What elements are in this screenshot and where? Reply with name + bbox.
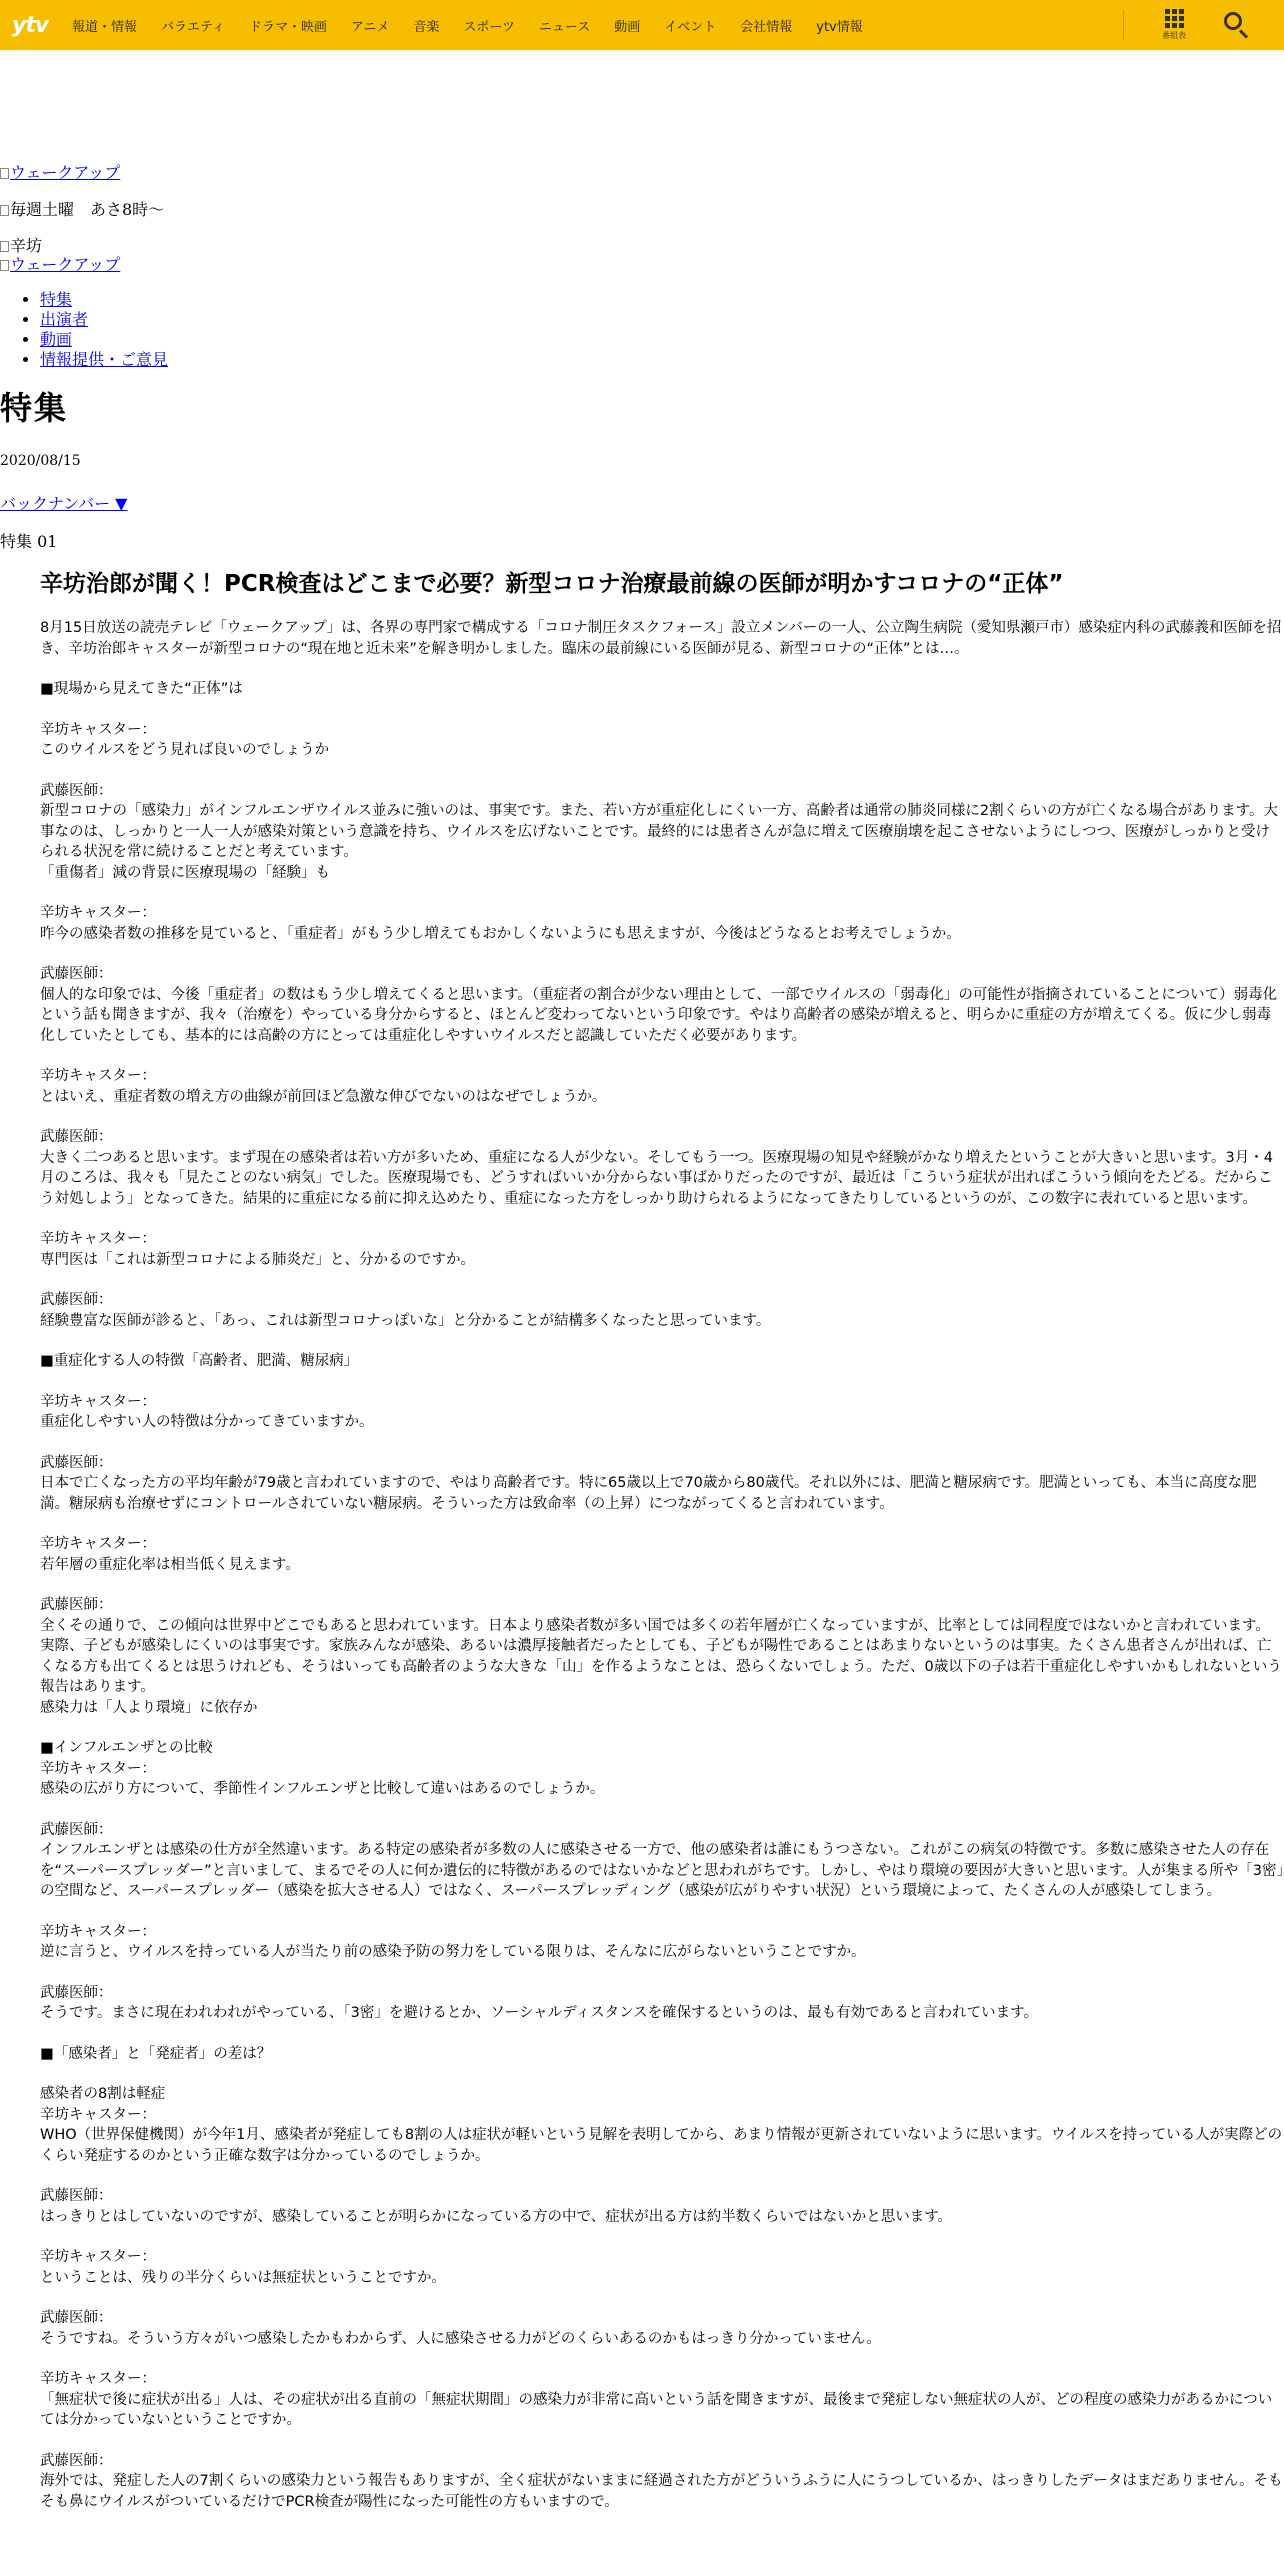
- article-paragraph: 辛坊キャスター： 若年層の重症化率は相当低く見えます。: [40, 1536, 300, 1573]
- menu-link-video[interactable]: 動画: [40, 330, 73, 349]
- article-paragraph: ■重症化する人の特徴「高齢者、肥満、糖尿病」: [40, 1353, 359, 1369]
- nav-ytv-info[interactable]: ytv情報: [816, 19, 863, 35]
- page-title: 特集: [0, 389, 69, 427]
- article-paragraph: 武藤医師： 新型コロナの「感染力」がインフルエンザウイルス並みに強いのは、事実です。また、若い方が重症化しにくい一方、高齢者は通常の肺炎同様に2割くらいの方が亡くなる場合があります。大事なのは、しっかりと一人一人が感染対策という意識を持ち、ウイルスを広げないことです。最終的には患者さんが急に増えて医療崩壊を起こさせないようにしつつ、医療がしっかりと受けられる状況を常に続けることだと考えています。 「重傷者」減の背景に医療現場の「経験」も: [40, 782, 1278, 881]
- broken-image-icon: [0, 168, 9, 179]
- program-menu: [0, 290, 1284, 370]
- schedule-alt: 毎週土曜 あさ8時〜: [10, 200, 165, 219]
- article-paragraph: 辛坊キャスター： とはいえ、重症者数の増え方の曲線が前回ほど急激な伸びでないのはなぜでしょうか。: [40, 1068, 607, 1105]
- nav-sports[interactable]: スポーツ: [463, 19, 515, 35]
- article-paragraph: 辛坊キャスター： 昨今の感染者数の推移を見ていると、「重症者」がもう少し増えてもおかしくないようにも思えますが、今後はどうなるとお考えでしょうか。: [40, 905, 961, 942]
- article-paragraph: 辛坊キャスター： 専門医は「これは新型コロナによる肺炎だ」と、分かるのですか。: [40, 1231, 475, 1268]
- article-paragraph: 辛坊キャスター： ということは、残りの半分くらいは無症状ということですか。: [40, 2249, 446, 2286]
- menu-link-cast[interactable]: 出演者: [40, 310, 89, 329]
- menu-link-feedback[interactable]: 情報提供・ご意見: [40, 350, 169, 369]
- program-guide-label: 番組表: [1162, 31, 1186, 40]
- menu-item-feature: [40, 290, 1284, 310]
- nav-music[interactable]: 音楽: [413, 19, 440, 35]
- program-logo-alt: ウェークアップ: [10, 255, 121, 274]
- header-divider: [1123, 10, 1124, 40]
- header-tools: [1123, 0, 1284, 50]
- menu-item-feedback: [40, 350, 1284, 370]
- menu-item-video: [40, 330, 1284, 350]
- article-paragraph: 辛坊キャスター： 「無症状で後に症状が出る」人は、その症状が出る直前の「無症状期間」の感染力が非常に高いという話を聞きますが、最後まで発症しない無症状の人が、どの程度の感染力があるかについては分かっていないということですか。: [40, 2371, 1273, 2428]
- article-paragraph: 武藤医師： 経験豊富な医師が診ると、「あっ、これは新型コロナっぽいな」と分かることが結構多くなったと思っています。: [40, 1292, 771, 1329]
- article-paragraph: 武藤医師： 日本で亡くなった方の平均年齢が79歳と言われていますので、やはり高齢者です。特に65歳以上で70歳から80歳代。それ以外には、肥満と糖尿病です。肥満といっても、本当に高度な肥満。糖尿病も治療せずにコントロールされていない糖尿病。そういった方は致命率（の上昇）につながってくると言われています。: [40, 1454, 1257, 1512]
- nav-event[interactable]: イベント: [664, 19, 717, 35]
- back-number-link[interactable]: バックナンバー ▼: [0, 494, 128, 513]
- broken-image-icon: [0, 205, 9, 216]
- article-paragraph: ■「感染者」と「発症者」の差は？: [40, 2045, 272, 2062]
- host-alt: 辛坊: [10, 236, 43, 255]
- article-paragraph: 武藤医師： 大きく二つあると思います。まず現在の感染者は若い方が多いため、重症になる人が少ない。そしてもう一つ。医療現場の知見や経験がかなり増えたということが大きいと思います。3月・4月のころは、我々も「見たことのない病気」でした。医療現場でも、どうすればいいか分からない事ばかりだったのですが、最近は「こういう症状が出ればこういう傾向をたどる。だからこう対処しよう」となってきた。結果的に重症になる前に抑え込めたり、重症になった方をしっかり助けられるようになってきたりしているというのが、この数字に表れていると思います。: [40, 1129, 1273, 1207]
- article-paragraph: ■現場から見えてきた“正体”は: [40, 681, 243, 697]
- article-paragraph: ■インフルエンザとの比較 辛坊キャスター： 感染の広がり方について、季節性インフルエンザと比較して違いはあるのでしょうか。: [40, 1740, 605, 1797]
- search-icon[interactable]: [1222, 10, 1252, 40]
- global-nav: [72, 16, 887, 35]
- back-number: [0, 494, 1284, 514]
- article-paragraph: 感染者の8割は軽症 辛坊キャスター： WHO（世界保健機関）が今年1月、感染者が発症しても8割の人は症状が軽いという見解を表明してから、あまり情報が更新されていないように思います。ウイルスを持っている人が実際どのくらい発症するのかという正確な数字は分かっているのでしょうか。: [40, 2086, 1283, 2164]
- nav-news-info[interactable]: 報道・情報: [72, 19, 138, 35]
- article-paragraph: 8月15日放送の読売テレビ「ウェークアップ」は、各界の専門家で構成する「コロナ制圧タスクフォース」設立メンバーの一人、公立陶生病院（愛知県瀬戸市）感染症内科の武藤義和医師を招き、辛坊治郎キャスターが新型コロナの“現在地と近未来”を解き明かしました。臨床の最前線にいる医師が見る、新型コロナの“正体”とは…。: [40, 620, 1282, 657]
- program-guide-button[interactable]: [1154, 9, 1194, 41]
- article-paragraph: 辛坊キャスター： このウイルスをどう見れば良いのでしょうか: [40, 721, 330, 758]
- feature-number: 特集 01: [0, 532, 58, 551]
- nav-drama-movie[interactable]: ドラマ・映画: [248, 19, 327, 35]
- article-paragraph: 武藤医師： インフルエンザとは感染の仕方が全然違います。ある特定の感染者が多数の人に感染させる一方で、他の感染者は誰にもうつさない。これがこの病気の特徴です。多数に感染させた人の存在を“スーパースプレッダー”と言いまして、まるでその人に何か遺伝的に特徴があるのではないかなどと思われがちです。しかし、やはり環境の要因が大きいと思います。人が集まる所や「3密」の空間など、スーパースプレッダー（感染を拡大させる人）ではなく、スーパースプレッディング（感染が広がりやすい状況）という環境によって、たくさんの人が感染してしまう。: [40, 1821, 1284, 1899]
- host-image: [0, 236, 1284, 256]
- broken-image-icon: [0, 260, 9, 271]
- broken-image-icon: [0, 241, 9, 252]
- global-header: [0, 0, 1284, 50]
- program-logo-link[interactable]: [0, 255, 120, 274]
- article-body: [40, 618, 1284, 2512]
- ytv-logo[interactable]: ytv: [12, 12, 49, 38]
- grid-icon: [1154, 9, 1194, 28]
- nav-video[interactable]: 動画: [614, 19, 641, 35]
- main-content: [0, 163, 1284, 2512]
- article-paragraph: 武藤医師： 個人的な印象では、今後「重症者」の数はもう少し増えてくると思います。（重症者の割合が少ない理由として、一部でウイルスの「弱毒化」の可能性が指摘されていることについて）弱毒化という話も聞きますが、我々（治療を）やっている身分からすると、ほとんど変わってないという印象です。やはり高齢者の感染が増えると、明らかに重症の方が増えてくる。仮に少し弱毒化していたとしても、基本的には高齢の方にとっては重症化しやすいウイルスだと認識していただく必要があります。: [40, 966, 1278, 1044]
- program-logo: [0, 256, 1284, 274]
- article-paragraph: 武藤医師： そうです。まさに現在われわれがやっている、「3密」を避けるとか、ソーシャルディスタンスを確保するというのは、最も有効であると言われています。: [40, 1984, 1038, 2021]
- article-paragraph: 武藤医師： 全くその通りで、この傾向は世界中どこでもあると思われています。日本より感染者数が多い国では多くの若年層が亡くなっていますが、比率としては同程度ではないかと言われています。実際、子どもが感染しにくいのは事実です。家族みんなが感染、あるいは濃厚接触者だったとしても、子どもが陽性であることはあまりないというのは事実。たくさん患者さんが出れば、亡くなる方も出てくるとは思うけれども、そうはいっても高齢者のような大きな「山」を作るようなことは、恐らくないでしょう。ただ、0歳以下の子は若干重症化しやすいかもしれないという報告はあります。 感染力は「人より環境」に依存か: [40, 1597, 1282, 1716]
- program-banner-link[interactable]: [0, 163, 120, 182]
- article-paragraph: 辛坊キャスター： 逆に言うと、ウイルスを持っている人が当たり前の感染予防の努力をしている限りは、そんなに広がらないということですか。: [40, 1923, 866, 1960]
- menu-link-feature[interactable]: 特集: [40, 290, 73, 309]
- nav-news[interactable]: ニュース: [538, 19, 591, 35]
- publish-date: 2020/08/15: [0, 453, 81, 469]
- broadcast-schedule: [0, 200, 1284, 220]
- article: [40, 568, 1284, 2512]
- nav-company[interactable]: 会社情報: [740, 19, 793, 35]
- article-paragraph: 武藤医師： 海外では、発症した人の7割くらいの感染力という報告もありますが、全く症状がないままに経過された方がどういうふうに人にうつしているか、はっきりしたデータはまだありません。そもそも鼻にウイルスがついているだけでPCR検査が陽性になった可能性の方もいますので。: [40, 2452, 1283, 2510]
- article-paragraph: 武藤医師： そうですね。そういう方々がいつ感染したかもわからず、人に感染させる力がどのくらいあるのかもはっきり分かっていません。: [40, 2310, 881, 2347]
- program-banner-alt: ウェークアップ: [10, 163, 121, 182]
- nav-variety[interactable]: バラエティ: [161, 19, 225, 35]
- nav-anime[interactable]: アニメ: [351, 19, 390, 35]
- article-title: 辛坊治郎が聞く！PCR検査はどこまで必要？新型コロナ治療最前線の医師が明かすコロナの“正体”: [40, 571, 1064, 597]
- article-paragraph: 辛坊キャスター： 重症化しやすい人の特徴は分かってきていますか。: [40, 1393, 374, 1430]
- article-paragraph: 武藤医師： はっきりとはしていないのですが、感染していることが明らかになっている方の中で、症状が出る方は約半数くらいではないかと思います。: [40, 2188, 953, 2225]
- program-banner: [0, 163, 1284, 183]
- menu-item-cast: [40, 310, 1284, 330]
